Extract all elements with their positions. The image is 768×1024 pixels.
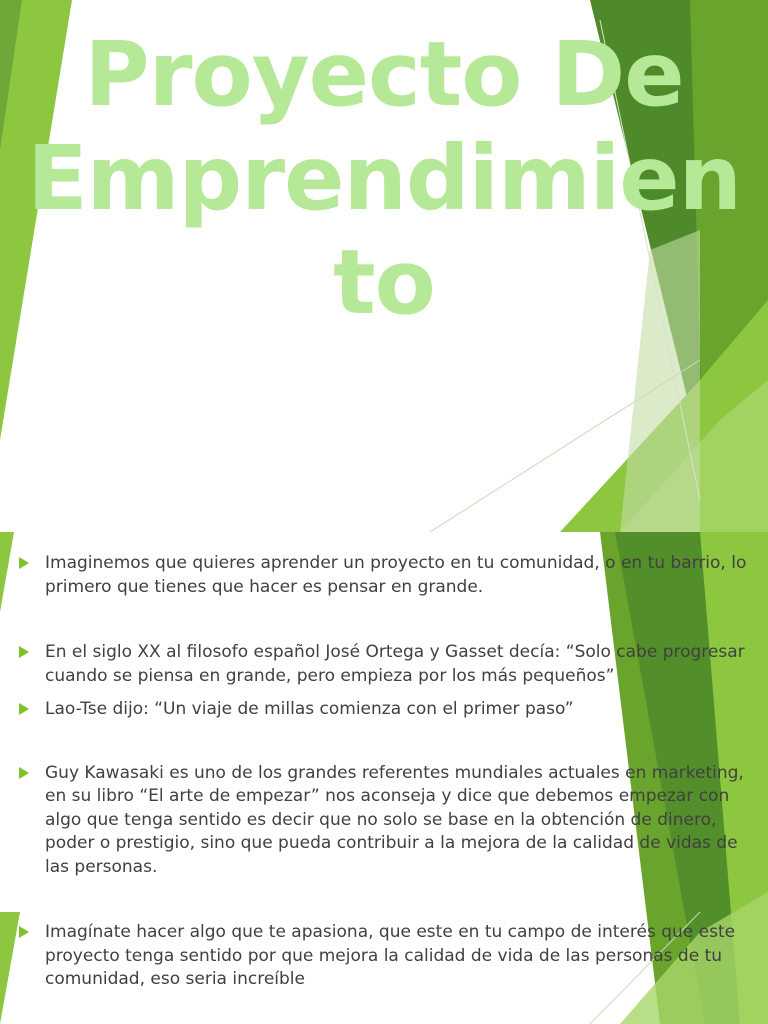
left-stripe <box>0 532 14 612</box>
triangle-right-icon <box>19 767 29 779</box>
left-stripe-bottom <box>0 912 20 1024</box>
list-item <box>18 762 758 880</box>
triangle-right-icon <box>19 926 29 938</box>
content-slide <box>0 532 768 1024</box>
triangle-right-icon <box>19 646 29 658</box>
bullet-text: Guy Kawasaki es uno de los grandes referentes mundiales actuales en marketing, en su libro “El arte de empezar” nos aconseja y dice que debemos empezar con algo que tenga sentido es decir que no solo se base en la obtención de dinero, poder o prestigio, sino que pueda contribuir a la mejora de la calidad de vidas de las personas. <box>45 762 744 877</box>
title-line: to <box>333 230 435 334</box>
list-item <box>18 698 758 722</box>
title-line: Emprendimien <box>26 126 742 230</box>
list-item <box>18 921 758 992</box>
slide-title <box>0 22 768 334</box>
triangle-right-icon <box>19 557 29 569</box>
bullet-text: Imagínate hacer algo que te apasiona, que este en tu campo de interés que este proyecto tenga sentido por que mejora la calidad de vida de las personas de tu comunidad, eso seria increíble <box>45 922 736 989</box>
bullet-text: En el siglo XX al filosofo español José Ortega y Gasset decía: “Solo cabe progresar cuando se piensa en grande, pero empieza por los más pequeños” <box>45 642 745 686</box>
bullet-text: Imaginemos que quieres aprender un proyecto en tu comunidad, o en tu barrio, lo primero que tienes que hacer es pensar en grande. <box>45 553 747 597</box>
bullet-text: Lao-Tse dijo: “Un viaje de millas comienza con el primer paso” <box>45 699 574 719</box>
list-item <box>18 641 758 688</box>
triangle-right-icon <box>19 703 29 715</box>
list-item <box>18 552 758 599</box>
title-line: Proyecto De <box>84 22 684 126</box>
bullet-list <box>18 552 758 992</box>
